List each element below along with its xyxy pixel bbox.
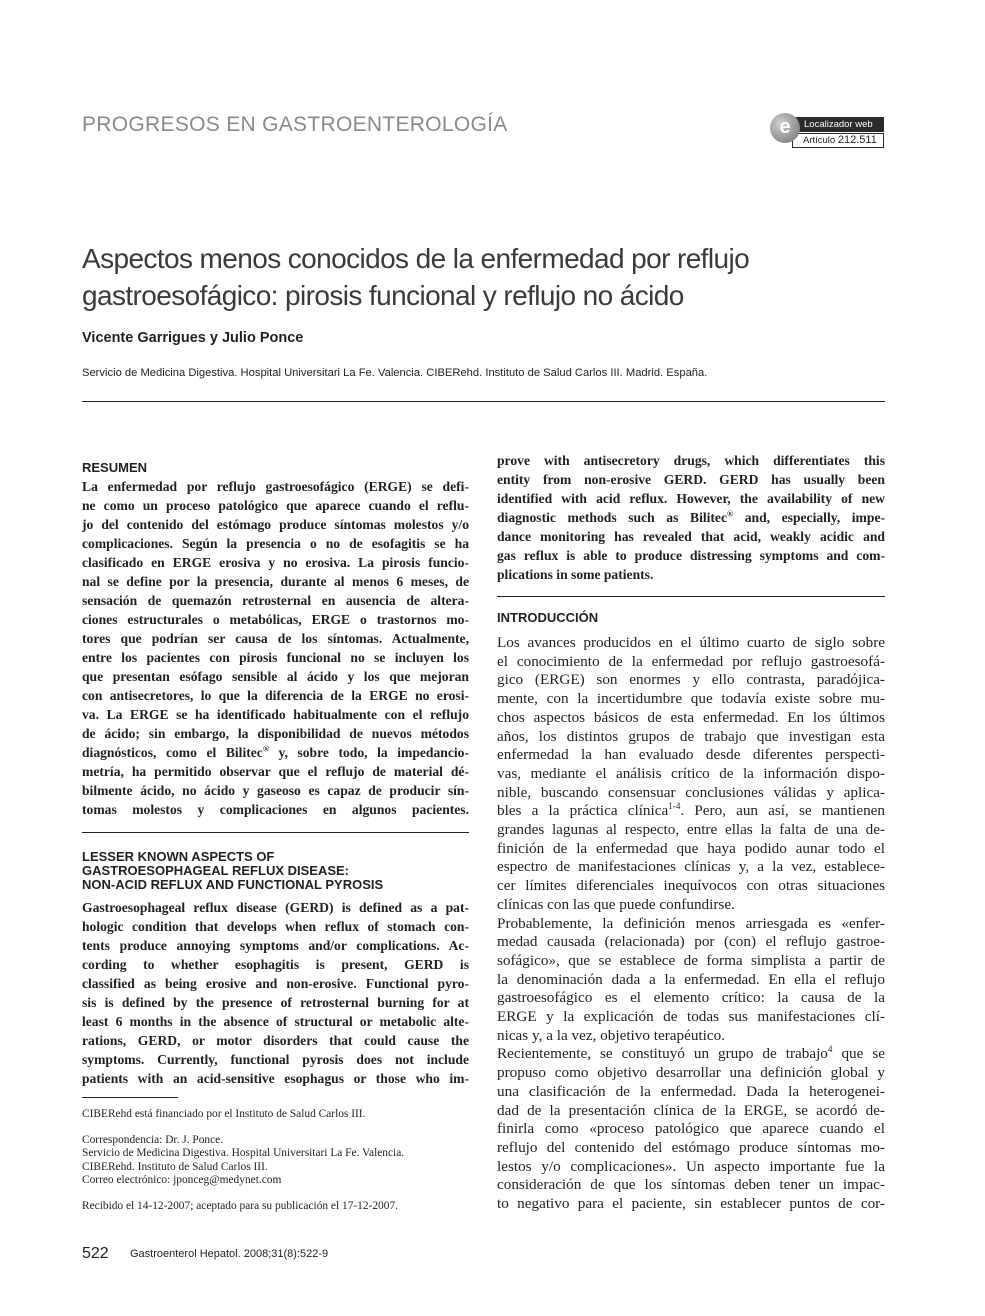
text-line: dad de la presentación clínica de la ERGE, se acordó de- (497, 1101, 885, 1119)
text-line: lestos y/o complicaciones». Un aspecto importante fue la (497, 1157, 885, 1175)
text-line: años, los distintos grupos de trabajo que investigan esta (497, 727, 885, 745)
text-line: clasificado en ERGE erosiva y no erosiva. La pirosis funcio- (82, 555, 469, 570)
resumen-section (82, 460, 469, 819)
journal-citation: Gastroenterol Hepatol. 2008;31(8):522-9 (130, 1248, 329, 1260)
footnote-rule (82, 1097, 178, 1098)
introduccion-heading: INTRODUCCIÓN (497, 610, 599, 625)
received-note: Recibido el 14-12-2007; aceptado para su publicación el 17-12-2007. (82, 1199, 398, 1212)
header-divider (82, 401, 885, 402)
text-line: prove with antisecretory drugs, which differentiates this (497, 453, 885, 468)
text-line: propuso como objetivo desarrollar una definición global y (497, 1064, 885, 1082)
introduccion-section (497, 610, 885, 1214)
badge-article (792, 133, 884, 148)
text-line: CIBERehd. Instituto de Salud Carlos III. (82, 1160, 268, 1173)
text-line: plications in some patients. (497, 567, 654, 582)
text-line: que presentan esófago sensible al ácido y los que mejoran (82, 669, 469, 684)
text-line: gico (ERGE) son enormes y ello contrasta, paradójica- (497, 671, 885, 689)
badge-article-number: 212.511 (837, 134, 877, 146)
text-line: gas reflux is able to produce distressing symptoms and com- (497, 548, 885, 563)
text-line: reflujo del contenido del estómago produce síntomas mo- (497, 1138, 885, 1156)
text-line: grandes lagunas al respecto, entre ellas la falta de una de- (497, 821, 885, 839)
text-line: cording to whether esophagitis is present, GERD is (82, 957, 469, 972)
abstract-en-continued (497, 451, 885, 584)
affiliation: Servicio de Medicina Digestiva. Hospital Universitari La Fe. Valencia. CIBERehd. Instituto de Salud Carlos III. Madrid. España. (82, 367, 708, 379)
text-line: con antisecretores, lo que la diferencia de la ERGE no erosi- (82, 688, 469, 703)
page-number: 522 (82, 1245, 109, 1262)
text-line: va. La ERGE se ha identificado habitualmente con el reflujo (82, 707, 469, 722)
title-line: Aspectos menos conocidos de la enfermedad por reflujo (82, 243, 750, 274)
text-line: chos aspectos básicos de esta enfermedad. En los últimos (497, 708, 885, 726)
text-line: Gastroesophageal reflux disease (GERD) is defined as a pat- (82, 900, 469, 915)
text-line: symptoms. Currently, functional pyrosis does not include (82, 1052, 469, 1067)
text-line: de ácido; sin embargo, la disponibilidad de nuevos métodos (82, 726, 469, 741)
badge-article-label: Artículo (803, 135, 836, 146)
text-line: complicaciones. Según la presencia o no de esofagitis se ha (82, 536, 469, 551)
web-locator-badge[interactable] (770, 111, 886, 151)
text-line: tomas molestos y complicaciones en algunos pacientes. (82, 802, 469, 817)
text-line: ERGE y la explicación de todas sus manifestaciones clí- (497, 1008, 885, 1026)
text-line: dance monitoring has revealed that acid, weakly acidic and (497, 529, 885, 544)
article-title (82, 240, 882, 314)
text-line: diagnostic methods such as Bilitec® and, especially, impe- (497, 509, 885, 525)
text-line: LESSER KNOWN ASPECTS OF (82, 849, 275, 864)
text-line: metría, ha permitido observar que el reflujo de material dé- (82, 764, 469, 779)
authors: Vicente Garrigues y Julio Ponce (82, 330, 304, 346)
abstract-en-text-continued (497, 451, 885, 584)
text-line: to negativo para el paciente, sin establecer puntos de cor- (497, 1195, 885, 1213)
text-line: vas, mediante el análisis crítico de la información dispo- (497, 764, 885, 782)
text-line: nicas y, a la vez, objetivo terapéutico. (497, 1026, 725, 1044)
text-line: clínicas con las que puede confundirse. (497, 895, 735, 913)
resumen-heading: RESUMEN (82, 460, 148, 475)
text-line: patients with an acid-sensitive esophagus or those who im- (82, 1071, 469, 1086)
badge-label: Localizador web (792, 117, 884, 132)
text-line: bles a la práctica clínica$^{1-4}$. Pero, aun así, se mantienen (497, 801, 885, 820)
title-line: gastroesofágico: pirosis funcional y reflujo no ácido (82, 280, 684, 311)
correspondence-note (82, 1134, 469, 1188)
text-line: jo del contenido del estómago produce síntomas molestos y/o (82, 517, 469, 532)
footnotes (82, 1108, 469, 1214)
intro-paragraph-3 (497, 1045, 885, 1213)
intro-paragraph-1 (497, 634, 885, 915)
text-line: Recientemente, se constituyó un grupo de trabajo$^4$ que se (497, 1044, 885, 1063)
funding-note: CIBERehd está financiado por el Instituto de Salud Carlos III. (82, 1108, 366, 1120)
text-line: bilmente ácido, no ácido y gaseoso es capaz de producir sín- (82, 783, 469, 798)
text-line: Servicio de Medicina Digestiva. Hospital Universitari La Fe. Valencia. (82, 1147, 405, 1160)
text-line: identified with acid reflux. However, the availability of new (497, 491, 885, 506)
text-line: least 6 months in the absence of structural or metabolic alte- (82, 1014, 469, 1029)
text-line: Correspondencia: Dr. J. Ponce. (82, 1133, 224, 1146)
e-logo-icon: e (770, 113, 800, 143)
text-line: espectro de manifestaciones clínicas y, a la vez, establece- (497, 858, 885, 876)
text-line: finición de la enfermedad que haya podido aunar todo el (497, 839, 885, 857)
text-line: entre los pacientes con pirosis funcional no se incluyen los (82, 650, 469, 665)
intro-divider (497, 596, 885, 597)
text-line: nible, buscando consensuar conclusiones válidas y aplica- (497, 783, 885, 801)
abstract-en-text (82, 898, 469, 1088)
text-line: classified as being erosive and non-erosive. Functional pyro- (82, 976, 469, 991)
text-line: cer límites diferenciales inequívocos con otras situaciones (497, 877, 885, 895)
text-line: GASTROESOPHAGEAL REFLUX DISEASE: (82, 863, 350, 878)
text-line: la denominación dada a la enfermedad. En ella el reflujo (497, 970, 885, 988)
text-line: nal se define por la presencia, durante al menos 6 meses, de (82, 574, 469, 589)
text-line: enfermedad la han evaluado desde diferentes perspecti- (497, 746, 885, 764)
text-line: medad causada (relacionada) por (con) el reflujo gastroe- (497, 933, 885, 951)
text-line: gastroesofágico es el elemento crítico: la causa de la (497, 989, 885, 1007)
abstract-en-section (82, 850, 469, 1088)
text-line: hologic condition that develops when reflux of stomach con- (82, 919, 469, 934)
text-line: Correo electrónico: jponceg@medynet.com (82, 1174, 282, 1187)
text-line: tores que podrían ser causa de los síntomas. Actualmente, (82, 631, 469, 646)
text-line: finirla como «proceso patológico que aparece cuando el (497, 1120, 885, 1138)
text-line: NON-ACID REFLUX AND FUNCTIONAL PYROSIS (82, 877, 384, 892)
text-line: Los avances producidos en el último cuarto de siglo sobre (497, 634, 885, 651)
intro-paragraph-2 (497, 915, 885, 1046)
text-line: el conocimiento de la enfermedad por reflujo gastroesofá- (497, 652, 885, 670)
abstract-divider (82, 832, 469, 833)
section-header: PROGRESOS EN GASTROENTEROLOGÍA (82, 113, 508, 136)
text-line: rations, GERD, or motor disorders that could cause the (82, 1033, 469, 1048)
text-line: entity from non-erosive GERD. GERD has usually been (497, 472, 885, 487)
text-line: sis is defined by the presence of retrosternal burning for at (82, 995, 469, 1010)
text-line: consideración de que los síntomas deben tener un impac- (497, 1176, 885, 1194)
text-line: mente, con la incertidumbre que todavía existe sobre mu- (497, 690, 885, 708)
text-line: Probablemente, la definición menos arriesgada es «enfer- (497, 914, 885, 932)
text-line: ne como un proceso patológico que aparece cuando el reflu- (82, 498, 469, 513)
text-line: ciones estructurales o metabólicas, ERGE o trastornos mo- (82, 612, 469, 627)
abstract-en-heading (82, 850, 469, 892)
text-line: sofágico», que se establece de forma simplista a partir de (497, 951, 885, 969)
text-line: tents produce annoying symptoms and/or complications. Ac- (82, 938, 469, 953)
resumen-text (82, 477, 469, 819)
text-line: diagnósticos, como el Bilitec® y, sobre todo, la impedancio- (82, 744, 469, 760)
text-line: La enfermedad por reflujo gastroesofágico (ERGE) se defi- (82, 479, 469, 494)
text-line: una clasificación de la enfermedad. Dada la heterogenei- (497, 1082, 885, 1100)
text-line: sensación de quemazón retrosternal en ausencia de altera- (82, 593, 469, 608)
